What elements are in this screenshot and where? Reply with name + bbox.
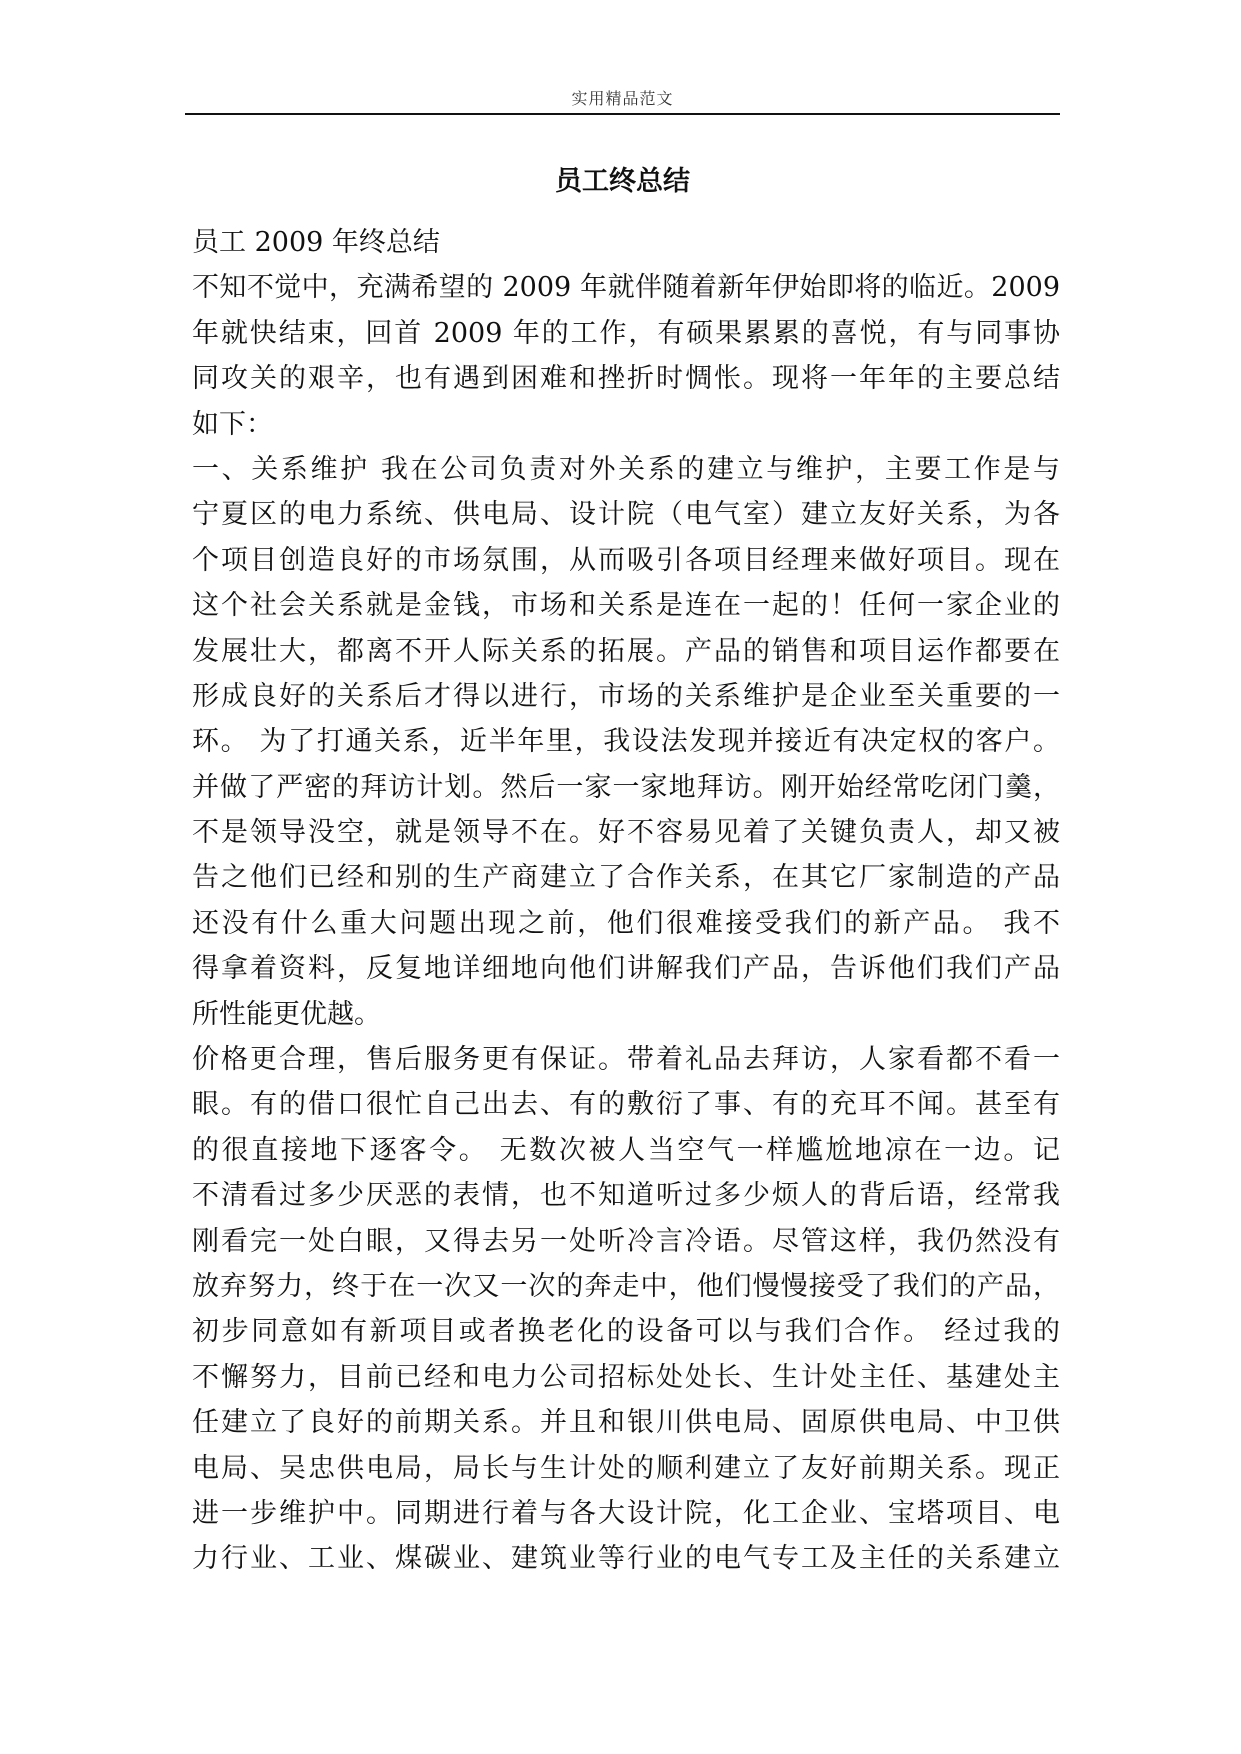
text-line: 员工 2009 年终总结 xyxy=(192,227,440,258)
text-line: 电局、吴忠供电局，局长与生计处的顺利建立了友好前期关系。现正 xyxy=(192,1452,1060,1484)
text-line: 这个社会关系就是金钱，市场和关系是连在一起的！任何一家企业的 xyxy=(192,590,1060,622)
text-line: 价格更合理，售后服务更有保证。带着礼品去拜访，人家看都不看一 xyxy=(192,1044,1060,1076)
text-line: 刚看完一处白眼，又得去另一处听冷言冷语。尽管这样，我仍然没有 xyxy=(192,1225,1060,1257)
text-line: 一、关系维护 我在公司负责对外关系的建立与维护，主要工作是与 xyxy=(192,453,1060,485)
text-line: 的很直接地下逐客令。 无数次被人当空气一样尴尬地凉在一边。记 xyxy=(192,1134,1060,1166)
text-line: 初步同意如有新项目或者换老化的设备可以与我们合作。 经过我的 xyxy=(192,1316,1060,1348)
text-line: 不懈努力，目前已经和电力公司招标处处长、生计处主任、基建处主 xyxy=(192,1361,1060,1393)
text-line: 年就快结束，回首 2009 年的工作，有硕果累累的喜悦，有与同事协 xyxy=(192,317,1060,349)
text-line: 宁夏区的电力系统、供电局、设计院（电气室）建立友好关系，为各 xyxy=(192,499,1060,531)
text-line: 并做了严密的拜访计划。然后一家一家地拜访。刚开始经常吃闭门羹， xyxy=(192,771,1060,803)
document-title: 员工终总结 xyxy=(555,166,690,197)
text-line: 所性能更优越。 xyxy=(192,998,381,1030)
text-line: 不知不觉中，充满希望的 2009 年就伴随着新年伊始即将的临近。2009 xyxy=(192,272,1060,304)
text-line: 放弃努力，终于在一次又一次的奔走中，他们慢慢接受了我们的产品， xyxy=(192,1270,1060,1302)
text-line: 力行业、工业、煤碳业、建筑业等行业的电气专工及主任的关系建立 xyxy=(192,1543,1060,1575)
body-text xyxy=(192,220,1060,1582)
text-line: 还没有什么重大问题出现之前，他们很难接受我们的新产品。 我不 xyxy=(192,907,1060,939)
text-line: 眼。有的借口很忙自己出去、有的敷衍了事、有的充耳不闻。甚至有 xyxy=(192,1089,1060,1121)
text-line: 任建立了良好的前期关系。并且和银川供电局、固原供电局、中卫供 xyxy=(192,1407,1060,1439)
text-line: 个项目创造良好的市场氛围，从而吸引各项目经理来做好项目。现在 xyxy=(192,544,1060,576)
text-line: 不清看过多少厌恶的表情，也不知道听过多少烦人的背后语，经常我 xyxy=(192,1180,1060,1212)
text-line: 形成良好的关系后才得以进行，市场的关系维护是企业至关重要的一 xyxy=(192,680,1060,712)
text-line: 发展壮大，都离不开人际关系的拓展。产品的销售和项目运作都要在 xyxy=(192,635,1060,667)
text-line: 告之他们已经和别的生产商建立了合作关系，在其它厂家制造的产品 xyxy=(192,862,1060,894)
text-line: 进一步维护中。同期进行着与各大设计院，化工企业、宝塔项目、电 xyxy=(192,1497,1060,1529)
running-header: 实用精品范文 xyxy=(571,89,674,108)
text-line: 如下： xyxy=(192,408,273,440)
text-line: 得拿着资料，反复地详细地向他们讲解我们产品，告诉他们我们产品 xyxy=(192,953,1060,985)
text-line: 不是领导没空，就是领导不在。好不容易见着了关键负责人，却又被 xyxy=(192,817,1060,849)
text-line: 同攻关的艰辛，也有遇到困难和挫折时惆怅。现将一年年的主要总结 xyxy=(192,363,1060,395)
text-line: 环。 为了打通关系，近半年里，我设法发现并接近有决定权的客户。 xyxy=(192,726,1060,758)
header-divider xyxy=(185,113,1060,115)
